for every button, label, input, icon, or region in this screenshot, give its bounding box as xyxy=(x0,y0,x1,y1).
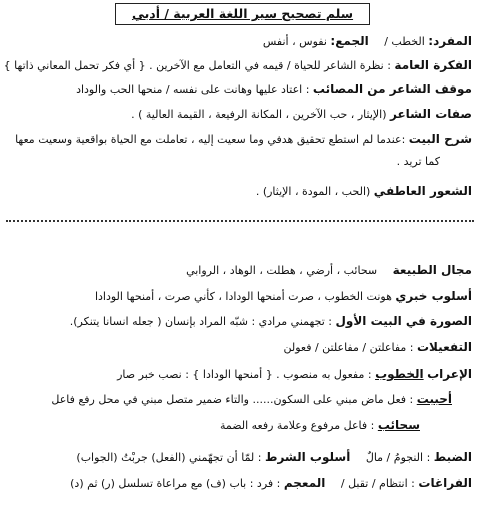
blanks-line xyxy=(4,475,472,492)
first-verse-image-line xyxy=(4,313,472,330)
verse-explanation-line xyxy=(4,131,472,148)
plural-label: الجمع: xyxy=(330,34,369,48)
singular-label: المفرد: xyxy=(428,34,472,48)
verse-explanation-label: شرح البيت xyxy=(408,132,472,146)
meter-label: التفعيلات xyxy=(417,340,472,354)
page-title: سلم تصحيح سير اللغة العربية / أدبي xyxy=(115,3,370,25)
parsing-line xyxy=(4,366,472,383)
sahaib-label: سحائب xyxy=(377,418,420,432)
meter-text: : مفاعلتن / مفاعلتن / فعولن xyxy=(283,341,414,354)
khutub-text: : مفعول به منصوب . { أمنحها الودادا } : نصب خبر صار xyxy=(117,368,372,381)
emotion-text: (الحب ، المودة ، الإيثار) . xyxy=(255,185,371,198)
vocalization-line xyxy=(4,449,472,466)
section-divider xyxy=(6,220,474,222)
nature-field-line xyxy=(4,262,472,279)
emotion-label: الشعور العاطفي xyxy=(373,184,472,198)
ahbabt-text: : فعل ماض مبني على السكون...... والتاء ضمير متصل مبني في محل رفع فاعل xyxy=(51,393,414,406)
condition-style-text: : لمّا أن تجهّمني (الفعل) جربْتُ (الجواب) xyxy=(76,451,262,464)
verse-explanation-text: :عندما لم استطع تحقيق هدفي وما سعيت إليه ، تعاملت مع الحياة بواقعية وسعيت معها xyxy=(15,133,406,146)
first-verse-image-label: الصورة في البيت الأول xyxy=(335,314,472,328)
general-idea-text: : نظرة الشاعر للحياة / قيمه في التعامل مع الآخرين . { أي فكر تحمل المعاني ذاتها } xyxy=(4,59,391,72)
parsing-label: الإعراب xyxy=(427,367,472,381)
declarative-style-label: أسلوب خبري xyxy=(395,289,472,303)
poet-traits-line xyxy=(4,106,472,123)
dictionary-label: المعجم xyxy=(283,476,326,490)
poet-stance-label: موقف الشاعر من المصائب xyxy=(312,82,472,96)
general-idea-line xyxy=(4,57,472,74)
ahbabt-line xyxy=(4,391,452,408)
poet-traits-text: (الإيثار ، حب الآخرين ، المكانة الرفيعة ، القيمة العالية ) . xyxy=(131,108,387,121)
vocalization-label: الضبط xyxy=(433,450,472,464)
emotion-line xyxy=(4,183,472,200)
condition-style-label: أسلوب الشرط xyxy=(264,450,351,464)
singular-values: الخطب / xyxy=(384,35,425,48)
vocalization-text: : النجومُ / مالٌ xyxy=(365,451,431,464)
blanks-label: الفراغات xyxy=(418,476,472,490)
khutub-label: الخطوب xyxy=(375,367,424,381)
poet-stance-line xyxy=(4,81,472,98)
poet-traits-label: صفات الشاعر xyxy=(390,107,472,121)
meter-line xyxy=(4,339,472,356)
ahbabt-label: أحببت xyxy=(416,392,452,406)
plural-values: نفوس ، أنفس xyxy=(262,35,327,48)
verse-explanation-continuation: كما تريد . xyxy=(396,155,440,168)
nature-field-text: سحائب ، أرضي ، هطلت ، الوهاد ، الروابي xyxy=(186,264,378,277)
blanks-text: : انتظام / تقبل / xyxy=(340,477,415,490)
vocab-line xyxy=(4,33,472,50)
sahaib-text: : فاعل مرفوع وعلامة رفعه الضمة xyxy=(219,419,375,432)
first-verse-image-text: : تجهمني مرادي : شبّه المراد بإنسان ( جعله انسانا يتنكر). xyxy=(69,315,332,328)
sahaib-line xyxy=(4,417,420,434)
poet-stance-text: : اعتاد عليها وهانت على نفسه / منحها الحب والوداد xyxy=(76,83,310,96)
nature-field-label: مجال الطبيعة xyxy=(392,263,472,277)
declarative-style-text: هونت الخطوب ، صرت أمنحها الودادا ، كأني صرت ، أمنحها الودادا xyxy=(94,290,392,303)
general-idea-label: الفكرة العامة xyxy=(394,58,472,72)
declarative-style-line xyxy=(4,288,472,305)
dictionary-text: : فرد : باب (ف) مع مراعاة تسلسل (ر) ثم (د) xyxy=(70,477,281,490)
